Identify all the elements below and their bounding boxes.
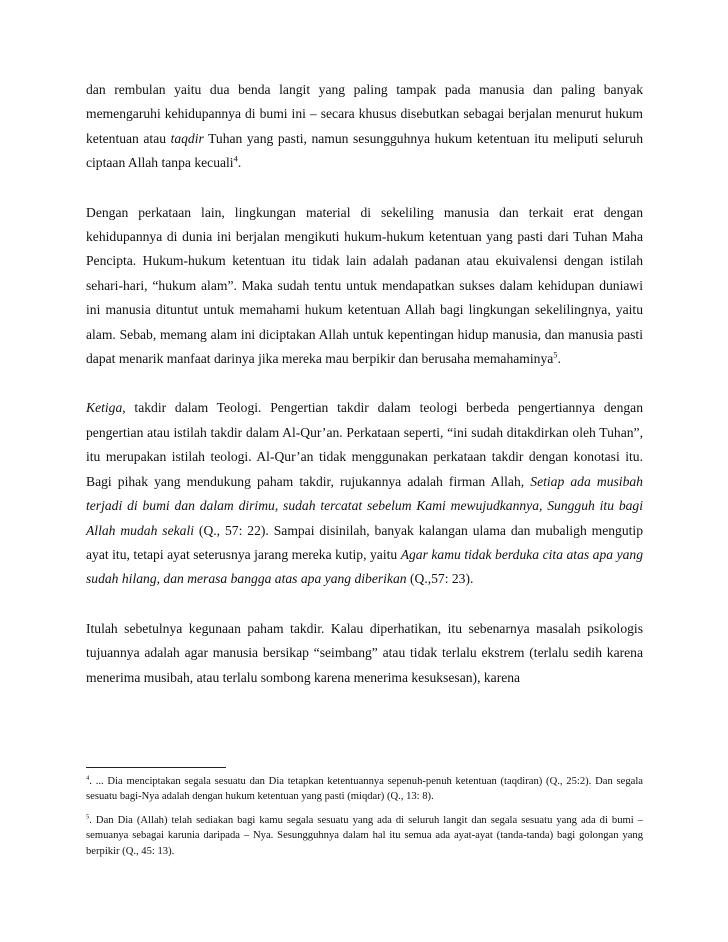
text-run: Dengan perkataan lain, lingkungan material di sekeliling manusia dan terkait erat dengan kehidupannya di dunia ini berjalan mengikuti hukum-hukum ketentuan yang pasti dari Tuhan Maha Pencipta. Hukum-hukum ketentuan itu tidak lain adalah padanan atau ekuivalensi dengan istilah sehari-hari, “hukum alam”. Maka sudah tentu untuk mendapatkan sukses dalam kehidupan duniawi ini manusia dituntut untuk memahami hukum ketentuan Allah bagi lingkungan sekelilingnya, yaitu alam. Sebab, memang alam ini diciptakan Allah untuk kepentingan hidup manusia, dan manusia pasti dapat menarik manfaat darinya jika mereka mau berpikir dan berusaha memahaminya (86, 204, 643, 367)
text-run: Tuhan yang pasti, namun sesungguhnya hukum ketentuan itu meliputi seluruh ciptaan Allah tanpa kecuali (86, 130, 643, 171)
footnotes (86, 774, 643, 859)
footnote-5 (86, 813, 643, 859)
paragraph (86, 617, 643, 690)
footnote-text: . ... Dia menciptakan segala sesuatu dan Dia tetapkan ketentuannya sepenuh-penuh ketentuan (taqdiran) (Q., 25:2). Dan segala sesuatu bagi-Nya adalah dengan hukum ketentuan yang pasti (miqdar) (Q., 13: 8). (86, 776, 643, 803)
text-run: Itulah sebetulnya kegunaan paham takdir. Kalau diperhatikan, itu sebenarnya masalah psikologis tujuannya adalah agar manusia bersikap “seimbang” atau tidak terlalu ekstrem (terlalu sedih karena menerima musibah, atau terlalu sombong karena menerima kesuksesan), karena (86, 620, 643, 685)
body-text (86, 78, 643, 690)
text-run: dan rembulan yaitu dua benda langit yang paling tampak pada manusia dan paling banyak memengaruhi kehidupannya di bumi ini – secara khusus disebutkan sebagai berjalan menurut hukum ketentuan atau (86, 82, 643, 146)
footnote-ref: 5 (553, 349, 558, 360)
text-run: , takdir dalam Teologi. Pengertian takdir dalam teologi berbeda pengertiannya dengan pengertian atau istilah takdir dalam Al-Qur’an. Perkataan seperti, “ini sudah ditakdirkan oleh Tuhan”, itu merupakan istilah teologi. Al-Qur’an tidak menggunakan perkataan takdir dengan konotasi itu. Bagi pihak yang mendukung paham takdir, rujukannya adalah firman Allah, (86, 400, 643, 489)
footnote-divider (86, 767, 226, 768)
text-run: (Q., 57: 22). Sampai disinilah, banyak kalangan ulama dan mubaligh mengutip ayat itu, tetapi ayat seterusnya jarang mereka kutip, yaitu (86, 522, 644, 562)
text-run: (Q.,57: 23). (406, 571, 474, 587)
text-run: . (557, 351, 561, 367)
footnote-number: 5 (86, 813, 90, 821)
footnote-text: . Dan Dia (Allah) telah sediakan bagi kamu segala sesuatu yang ada di seluruh langit dan segala sesuatu yang ada di bumi – semuanya sebagai karunia daripada – Nya. Sesungguhnya dalam hal itu semua ada ayat-ayat (tanda-tanda) bagi golongan yang berpikir (Q., 45: 13). (86, 814, 643, 857)
text-run: . (237, 155, 242, 171)
footnote-ref: 4 (233, 153, 238, 164)
paragraph (86, 396, 643, 591)
quran-quote: Agar kamu tidak berduka cita atas apa yang sudah hilang, dan merasa bangga atas apa yang diberikan (86, 546, 643, 587)
italic-term: Ketiga (86, 400, 123, 416)
footnote-number: 4 (86, 774, 90, 782)
paragraph (86, 78, 643, 176)
footnote-4 (86, 774, 643, 805)
paragraph (86, 201, 643, 372)
quran-quote: Setiap ada musibah terjadi di bumi dan dalam dirimu, sudah tercatat sebelum Kami mewujudkannya, Sungguh itu bagi Allah mudah sekali (86, 473, 643, 538)
italic-term: taqdir (170, 130, 204, 146)
